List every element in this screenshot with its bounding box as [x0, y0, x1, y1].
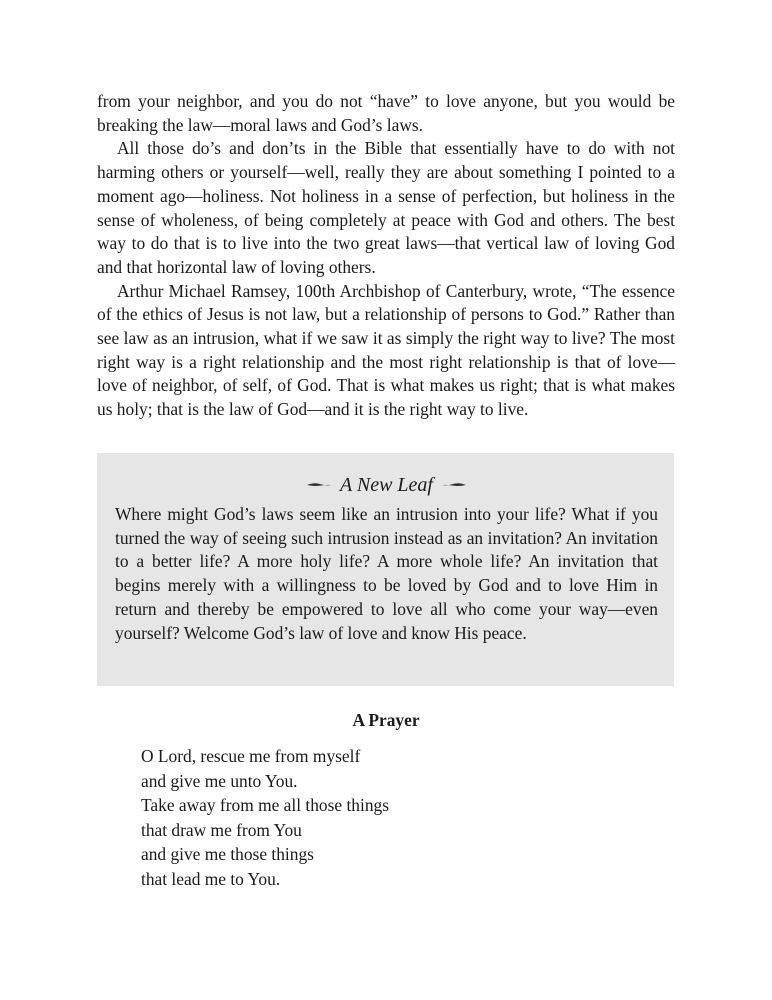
prayer-line: and give me unto You. [141, 770, 298, 791]
prayer-line: O Lord, rescue me from myself [141, 746, 361, 766]
sidebar-text: Where might God’s laws seem like an intrusion into your life? What if you turned the way of seeing such intrusion instead as an invitation? An invitation to a better life? A more holy life? A more whole life? An invitation that begins merely with a willingness to be loved by God and to love Him in return and thereby be empowered to love all who come your way—even yourself? Welcome God’s law of love and know His peace. [115, 504, 658, 643]
prayer-title: A Prayer [352, 710, 420, 730]
body-text [97, 90, 675, 422]
sidebar-heading [115, 473, 658, 497]
paragraph-1: from your neighbor, and you do not “have” to love anyone, but you would be breaking the law—moral laws and God’s laws. [97, 91, 675, 135]
paragraph-3: Arthur Michael Ramsey, 100th Archbishop of Canterbury, wrote, “The essence of the ethics of Jesus is not law, but a relationship of persons to God.” Rather than see law as an intrusion, what if we saw it as simply the right way to live? The most right way is a right relationship and the most right relationship is that of love—love of neighbor, of self, of God. That is what makes us right; that is what makes us holy; that is the law of God—and it is the right way to live. [97, 280, 675, 420]
new-leaf-sidebar [97, 453, 674, 686]
right-ornament-icon [441, 480, 467, 490]
prayer-line: that draw me from You [141, 819, 302, 840]
sidebar-heading-text: A New Leaf [340, 474, 433, 496]
paragraph-2: All those do’s and don’ts in the Bible that essentially have to do with not harming others or yourself—well, really they are about something I pointed to a moment ago—holiness. Not holiness in a sense of perfection, but holiness in the sense of wholeness, of being completely at peace with God and others. The best way to do that is to live into the two great laws—that vertical law of loving God and that horizontal law of loving others. [97, 138, 675, 277]
prayer-verse [141, 744, 389, 892]
prayer-line: Take away from me all those things [141, 795, 389, 816]
prayer-line: that lead me to You. [141, 868, 281, 889]
left-ornament-icon [306, 480, 332, 490]
prayer-line: and give me those things [141, 844, 314, 865]
